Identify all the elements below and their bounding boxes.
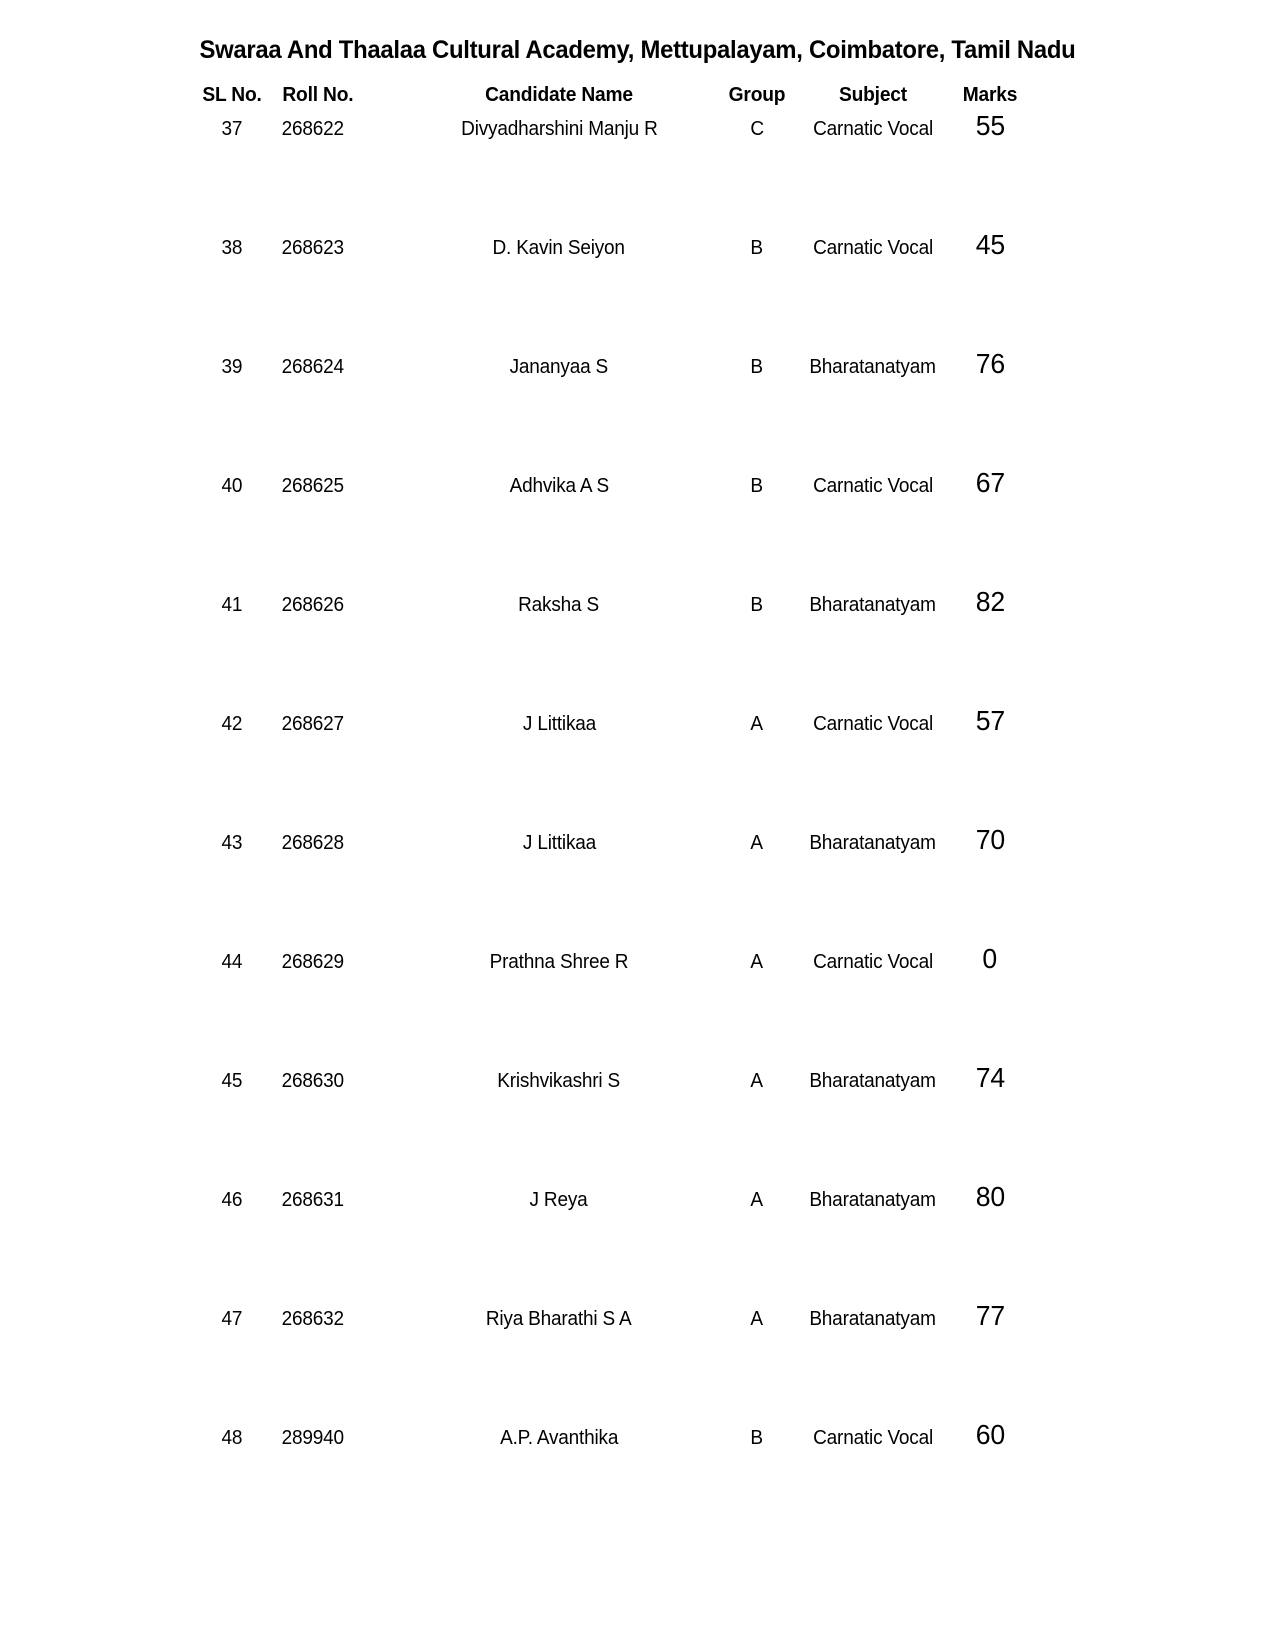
cell-sl-no-text: 39 [221,356,243,378]
cell-marks [947,616,1033,735]
cell-roll-no-text: 289940 [281,1427,344,1449]
cell-group [715,1211,799,1330]
cell-subject-text: Bharatanatyam [809,1070,937,1092]
table-body [188,108,1033,1449]
cell-subject-text: Carnatic Vocal [813,118,933,140]
cell-candidate-name [403,140,715,259]
cell-marks [947,854,1033,973]
cell-sl-no [188,108,276,140]
cell-sl-no-text: 44 [221,951,243,973]
cell-marks [947,735,1033,854]
cell-candidate-name [403,616,715,735]
table-row [188,616,1033,735]
cell-subject-text: Carnatic Vocal [813,475,933,497]
cell-sl-no [188,735,276,854]
cell-group [715,616,799,735]
cell-marks-text: 74 [975,1062,1005,1093]
cell-sl-no-text: 42 [221,713,243,735]
cell-roll-no [276,497,403,616]
cell-subject-text: Carnatic Vocal [813,713,933,735]
cell-marks [947,497,1033,616]
cell-group [715,259,799,378]
cell-marks [947,1330,1033,1449]
cell-candidate-name [403,973,715,1092]
cell-candidate-name-text: Divyadharshini Manju R [460,118,658,140]
cell-group [715,378,799,497]
cell-candidate-name [403,378,715,497]
cell-candidate-name-text: J Littikaa [522,832,596,854]
cell-group-text: B [750,1427,764,1449]
cell-group [715,497,799,616]
cell-candidate-name [403,1330,715,1449]
cell-roll-no-text: 268628 [281,832,344,854]
cell-group [715,973,799,1092]
table-row [188,108,1033,140]
cell-subject-text: Carnatic Vocal [813,237,933,259]
page-title: Swaraa And Thaalaa Cultural Academy, Mettupalayam, Coimbatore, Tamil Nadu [199,36,1076,64]
cell-subject [799,140,947,259]
cell-marks-text: 60 [975,1419,1005,1450]
cell-subject [799,616,947,735]
cell-marks-text: 0 [982,943,998,974]
cell-roll-no-text: 268629 [281,951,344,973]
cell-subject [799,1211,947,1330]
cell-roll-no [276,259,403,378]
cell-sl-no-text: 48 [221,1427,243,1449]
cell-subject [799,497,947,616]
cell-subject-text: Bharatanatyam [809,1189,937,1211]
cell-roll-no-text: 268626 [281,594,344,616]
cell-subject [799,378,947,497]
cell-candidate-name-text: J Littikaa [522,713,596,735]
cell-group [715,140,799,259]
cell-marks [947,140,1033,259]
cell-marks [947,259,1033,378]
table-row [188,259,1033,378]
cell-subject [799,108,947,140]
cell-sl-no-text: 43 [221,832,243,854]
cell-candidate-name [403,854,715,973]
cell-roll-no [276,140,403,259]
cell-candidate-name-text: Krishvikashri S [497,1070,621,1092]
cell-sl-no [188,854,276,973]
cell-group [715,1330,799,1449]
cell-subject [799,735,947,854]
cell-sl-no [188,1330,276,1449]
cell-group [715,735,799,854]
cell-marks-text: 55 [975,110,1005,141]
cell-marks [947,108,1033,140]
cell-subject [799,1330,947,1449]
cell-sl-no-text: 40 [221,475,243,497]
table-row [188,497,1033,616]
cell-candidate-name [403,735,715,854]
table-row [188,735,1033,854]
cell-candidate-name-text: Jananyaa S [509,356,609,378]
cell-group-text: A [750,832,764,854]
cell-roll-no [276,973,403,1092]
cell-candidate-name [403,108,715,140]
cell-roll-no-text: 268632 [281,1308,344,1330]
column-header-roll-no: Roll No. [282,84,354,106]
cell-marks [947,1211,1033,1330]
cell-candidate-name [403,1092,715,1211]
cell-subject [799,259,947,378]
cell-sl-no [188,973,276,1092]
cell-group-text: B [750,356,764,378]
cell-roll-no [276,108,403,140]
cell-group-text: B [750,237,764,259]
cell-sl-no [188,1092,276,1211]
cell-subject-text: Bharatanatyam [809,1308,937,1330]
cell-roll-no [276,854,403,973]
cell-sl-no [188,616,276,735]
cell-sl-no [188,497,276,616]
cell-marks [947,378,1033,497]
cell-marks [947,973,1033,1092]
cell-group-text: A [750,951,764,973]
cell-candidate-name-text: Raksha S [518,594,600,616]
cell-marks-text: 70 [975,824,1005,855]
cell-roll-no [276,378,403,497]
cell-subject-text: Carnatic Vocal [813,1427,933,1449]
cell-candidate-name-text: Riya Bharathi S A [486,1308,632,1330]
column-header-subject: Subject [838,84,908,106]
cell-candidate-name [403,1211,715,1330]
cell-candidate-name-text: D. Kavin Seiyon [492,237,626,259]
cell-roll-no [276,1330,403,1449]
cell-sl-no-text: 47 [221,1308,243,1330]
cell-group-text: A [750,1189,764,1211]
cell-marks-text: 77 [975,1300,1005,1331]
cell-marks-text: 45 [975,229,1005,260]
cell-sl-no-text: 45 [221,1070,243,1092]
table-row [188,140,1033,259]
cell-group-text: A [750,1308,764,1330]
table-header-row [188,82,1033,108]
cell-group [715,1092,799,1211]
cell-marks-text: 57 [975,705,1005,736]
cell-group-text: B [750,594,764,616]
cell-marks-text: 80 [975,1181,1005,1212]
cell-subject [799,1092,947,1211]
cell-sl-no [188,378,276,497]
cell-roll-no-text: 268630 [281,1070,344,1092]
table-row [188,1092,1033,1211]
cell-candidate-name-text: Prathna Shree R [489,951,629,973]
cell-group [715,108,799,140]
cell-roll-no [276,1092,403,1211]
table-header [188,82,1033,108]
column-header-candidate-name: Candidate Name [485,84,633,106]
cell-roll-no-text: 268631 [281,1189,344,1211]
cell-roll-no [276,735,403,854]
cell-roll-no [276,1211,403,1330]
cell-candidate-name [403,259,715,378]
cell-roll-no-text: 268623 [281,237,344,259]
cell-roll-no-text: 268627 [281,713,344,735]
cell-group-text: B [750,475,764,497]
cell-subject-text: Bharatanatyam [809,832,937,854]
cell-sl-no-text: 38 [221,237,243,259]
cell-subject [799,854,947,973]
cell-roll-no-text: 268624 [281,356,344,378]
cell-sl-no [188,259,276,378]
cell-sl-no-text: 46 [221,1189,243,1211]
cell-group-text: A [750,713,764,735]
column-header-sl-no: SL No. [202,84,262,106]
cell-marks-text: 67 [975,467,1005,498]
cell-candidate-name [403,497,715,616]
cell-roll-no [276,616,403,735]
cell-candidate-name-text: A.P. Avanthika [499,1427,619,1449]
cell-roll-no-text: 268622 [281,118,344,140]
cell-candidate-name-text: Adhvika A S [509,475,609,497]
table-row [188,1211,1033,1330]
marks-table [188,82,1033,1449]
cell-marks-text: 76 [975,348,1005,379]
column-header-group: Group [728,84,786,106]
cell-subject-text: Carnatic Vocal [813,951,933,973]
cell-subject-text: Bharatanatyam [809,356,937,378]
cell-sl-no [188,1211,276,1330]
column-header-marks: Marks [962,84,1018,106]
cell-group-text: A [750,1070,764,1092]
table-row [188,1330,1033,1449]
cell-sl-no-text: 41 [221,594,243,616]
cell-subject-text: Bharatanatyam [809,594,937,616]
cell-group-text: C [750,118,764,140]
table-row [188,854,1033,973]
cell-candidate-name-text: J Reya [529,1189,588,1211]
cell-roll-no-text: 268625 [281,475,344,497]
table-row [188,378,1033,497]
cell-subject [799,973,947,1092]
table-row [188,973,1033,1092]
cell-marks-text: 82 [975,586,1005,617]
cell-group [715,854,799,973]
cell-sl-no-text: 37 [221,118,243,140]
cell-sl-no [188,140,276,259]
cell-marks [947,1092,1033,1211]
